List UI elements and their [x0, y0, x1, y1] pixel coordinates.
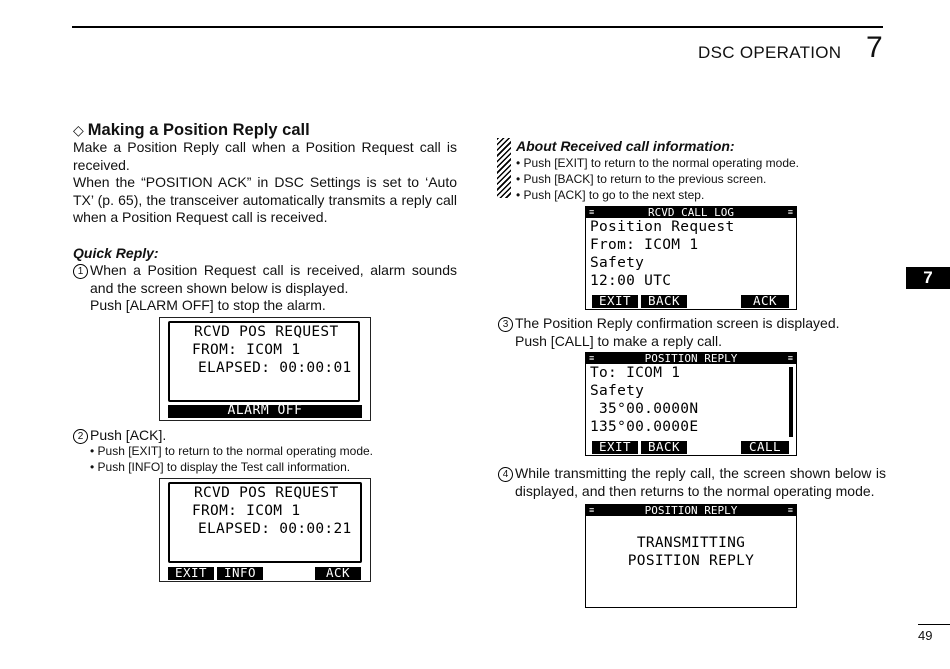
- bullet-item: • Push [EXIT] to return to the normal operating mode.: [516, 156, 800, 170]
- step-number: 4: [498, 467, 513, 482]
- bullet-item: • Push [INFO] to display the Test call information.: [90, 460, 351, 474]
- diamond-icon: ◇: [73, 122, 84, 138]
- lcd-line: FROM: ICOM 1: [192, 342, 301, 358]
- menu-icon: ≡: [787, 505, 793, 515]
- lcd-screen-call-log: [585, 206, 797, 310]
- header-rule: [72, 26, 883, 28]
- bullet-item: • Push [BACK] to return to the previous screen.: [516, 172, 767, 186]
- step-3: [498, 315, 888, 350]
- step-1: [73, 262, 457, 315]
- exit-key[interactable]: EXIT: [168, 567, 214, 580]
- auto-tx-paragraph: When the “POSITION ACK” in DSC Settings is set to ‘Auto TX’ (p. 65), the transceiver automatically transmits a reply call when a Position Request call is received.: [73, 174, 457, 225]
- lcd-line: Safety: [590, 255, 645, 271]
- intro-paragraph: Make a Position Reply call when a Position Request call is received.: [73, 139, 457, 173]
- lcd-line: FROM: ICOM 1: [192, 503, 301, 519]
- lcd-line: 135°00.0000E: [590, 419, 699, 435]
- alarm-off-key[interactable]: ALARM OFF: [168, 405, 362, 418]
- section-title: [73, 121, 310, 140]
- step-2-text: Push [ACK].: [90, 427, 167, 443]
- back-key[interactable]: BACK: [641, 295, 687, 308]
- lcd-line: To: ICOM 1: [590, 365, 681, 381]
- ack-key[interactable]: ACK: [315, 567, 361, 580]
- step-number: 3: [498, 317, 513, 332]
- chapter-side-tab: 7: [906, 267, 950, 289]
- lcd-line: 35°00.0000N: [590, 401, 699, 417]
- lcd-screen-transmitting: [585, 504, 797, 608]
- step-number: 1: [73, 264, 88, 279]
- exit-key[interactable]: EXIT: [592, 441, 638, 454]
- quick-reply-heading: Quick Reply:: [73, 245, 159, 261]
- step-3-text: The Position Reply confirmation screen is displayed.: [515, 315, 840, 331]
- menu-icon: ≡: [787, 353, 793, 363]
- section-title-text: Making a Position Reply call: [87, 121, 310, 139]
- exit-key[interactable]: EXIT: [592, 295, 638, 308]
- lcd-screen-request: [159, 478, 371, 582]
- lcd-line: From: ICOM 1: [590, 237, 699, 253]
- menu-icon: ≡: [589, 505, 595, 515]
- lcd-title-bar: RCVD CALL LOG: [586, 207, 796, 218]
- info-key[interactable]: INFO: [217, 567, 263, 580]
- back-key[interactable]: BACK: [641, 441, 687, 454]
- step-4: [498, 465, 886, 500]
- note-bullets: [516, 155, 876, 203]
- lcd-scrollbar: [789, 367, 793, 437]
- page-header-title: DSC OPERATION: [698, 43, 842, 62]
- lcd-line: TRANSMITTING: [636, 535, 746, 551]
- lcd-line: 12:00 UTC: [590, 273, 672, 289]
- call-key[interactable]: CALL: [741, 441, 789, 454]
- lcd-line: POSITION REPLY: [627, 553, 755, 569]
- menu-icon: ≡: [589, 353, 595, 363]
- lcd-screen-position-reply: [585, 352, 797, 456]
- step-1-text: When a Position Request call is received, alarm sounds and the screen shown below is displayed.: [90, 262, 457, 296]
- note-hatch-marker: [497, 138, 511, 198]
- lcd-line: RCVD POS REQUEST: [194, 485, 339, 501]
- lcd-title-bar: POSITION REPLY: [586, 353, 796, 364]
- note-title: About Received call information:: [516, 138, 735, 154]
- lcd-line: RCVD POS REQUEST: [194, 324, 339, 340]
- page-number-rule: [918, 624, 950, 625]
- lcd-screen-alarm: [159, 317, 371, 421]
- chapter-number: 7: [866, 31, 883, 64]
- lcd-line: Position Request: [590, 219, 735, 235]
- step-3-text-2: Push [CALL] to make a reply call.: [515, 332, 722, 349]
- step-number: 2: [73, 429, 88, 444]
- menu-icon: ≡: [589, 207, 595, 217]
- bullet-item: • Push [ACK] to go to the next step.: [516, 188, 705, 202]
- step-4-text: While transmitting the reply call, the screen shown below is displayed, and then returns to the normal operating mode.: [515, 465, 886, 499]
- menu-icon: ≡: [787, 207, 793, 217]
- lcd-line: ELAPSED: 00:00:21: [198, 521, 352, 537]
- lcd-line: Safety: [590, 383, 645, 399]
- page-number: 49: [918, 628, 933, 643]
- step-2: [73, 427, 457, 445]
- bullet-item: • Push [EXIT] to return to the normal operating mode.: [90, 444, 374, 458]
- ack-key[interactable]: ACK: [741, 295, 789, 308]
- step-2-bullets: [90, 443, 460, 475]
- lcd-title-bar: POSITION REPLY: [586, 505, 796, 516]
- step-1-text-2: Push [ALARM OFF] to stop the alarm.: [90, 297, 326, 313]
- lcd-line: ELAPSED: 00:00:01: [198, 360, 352, 376]
